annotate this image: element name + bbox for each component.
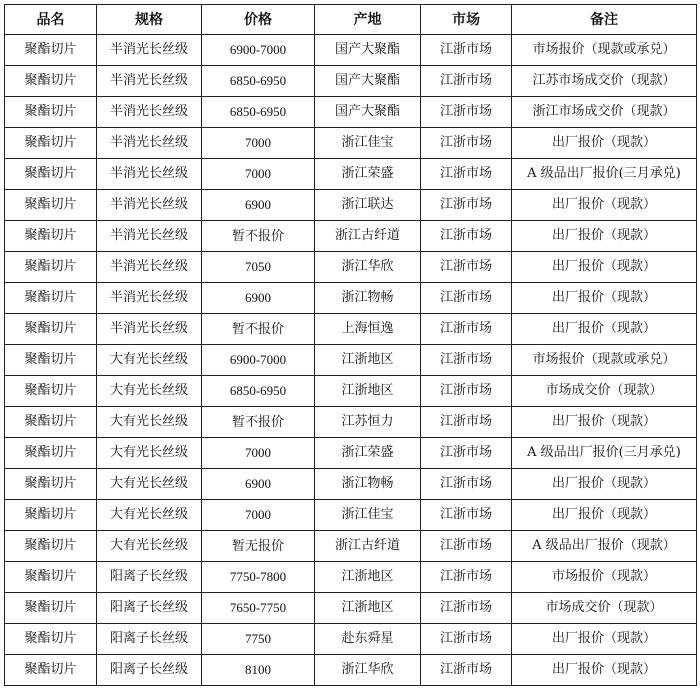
cell-origin: 浙江荣盛 [315, 159, 421, 190]
cell-origin: 江浙地区 [315, 345, 421, 376]
cell-market: 江浙市场 [421, 562, 512, 593]
cell-origin: 浙江古纤道 [315, 531, 421, 562]
cell-spec: 大有光长丝级 [97, 376, 202, 407]
cell-remark: 出厂报价（现款） [512, 500, 697, 531]
cell-origin: 江浙地区 [315, 376, 421, 407]
cell-product: 聚酯切片 [5, 97, 97, 128]
header-price: 价格 [202, 5, 315, 35]
cell-price: 7000 [202, 128, 315, 159]
cell-spec: 半消光长丝级 [97, 159, 202, 190]
cell-product: 聚酯切片 [5, 66, 97, 97]
cell-origin: 江苏恒力 [315, 407, 421, 438]
cell-price: 暂不报价 [202, 407, 315, 438]
cell-market: 江浙市场 [421, 66, 512, 97]
cell-remark: 市场报价（现款或承兑） [512, 35, 697, 66]
table-row [5, 376, 697, 407]
cell-market: 江浙市场 [421, 345, 512, 376]
table-row [5, 562, 697, 593]
cell-remark: 出厂报价（现款） [512, 655, 697, 686]
cell-price: 6850-6950 [202, 97, 315, 128]
cell-price: 7650-7750 [202, 593, 315, 624]
cell-price: 6900 [202, 190, 315, 221]
header-market: 市场 [421, 5, 512, 35]
cell-remark: A 级品出厂报价（现款） [512, 531, 697, 562]
cell-market: 江浙市场 [421, 221, 512, 252]
cell-product: 聚酯切片 [5, 469, 97, 500]
cell-remark: 出厂报价（现款） [512, 407, 697, 438]
cell-product: 聚酯切片 [5, 345, 97, 376]
table-row [5, 345, 697, 376]
cell-spec: 半消光长丝级 [97, 221, 202, 252]
header-spec: 规格 [97, 5, 202, 35]
header-product: 品名 [5, 5, 97, 35]
cell-origin: 江浙地区 [315, 562, 421, 593]
table-row [5, 221, 697, 252]
table-row [5, 66, 697, 97]
cell-market: 江浙市场 [421, 128, 512, 159]
table-row [5, 624, 697, 655]
cell-market: 江浙市场 [421, 531, 512, 562]
table-row [5, 159, 697, 190]
cell-product: 聚酯切片 [5, 128, 97, 159]
cell-market: 江浙市场 [421, 624, 512, 655]
cell-origin: 赴东舜星 [315, 624, 421, 655]
header-origin: 产地 [315, 5, 421, 35]
cell-origin: 浙江佳宝 [315, 500, 421, 531]
cell-remark: 浙江市场成交价（现款） [512, 97, 697, 128]
cell-remark: 出厂报价（现款） [512, 469, 697, 500]
table-row [5, 190, 697, 221]
cell-price: 6900 [202, 283, 315, 314]
table-row [5, 407, 697, 438]
cell-product: 聚酯切片 [5, 531, 97, 562]
cell-spec: 大有光长丝级 [97, 500, 202, 531]
cell-remark: 市场成交价（现款） [512, 593, 697, 624]
cell-price: 6900-7000 [202, 35, 315, 66]
cell-remark: 市场报价（现款或承兑） [512, 345, 697, 376]
cell-spec: 半消光长丝级 [97, 66, 202, 97]
cell-origin: 国产大聚酯 [315, 66, 421, 97]
cell-product: 聚酯切片 [5, 655, 97, 686]
table-row [5, 97, 697, 128]
cell-product: 聚酯切片 [5, 283, 97, 314]
cell-origin: 浙江佳宝 [315, 128, 421, 159]
cell-spec: 半消光长丝级 [97, 252, 202, 283]
cell-market: 江浙市场 [421, 190, 512, 221]
cell-product: 聚酯切片 [5, 438, 97, 469]
cell-remark: 出厂报价（现款） [512, 252, 697, 283]
cell-spec: 半消光长丝级 [97, 314, 202, 345]
table-row [5, 314, 697, 345]
cell-origin: 浙江联达 [315, 190, 421, 221]
cell-product: 聚酯切片 [5, 624, 97, 655]
cell-product: 聚酯切片 [5, 190, 97, 221]
cell-remark: A 级品出厂报价(三月承兑) [512, 438, 697, 469]
cell-spec: 大有光长丝级 [97, 469, 202, 500]
cell-market: 江浙市场 [421, 593, 512, 624]
cell-origin: 浙江物畅 [315, 469, 421, 500]
table-row [5, 531, 697, 562]
cell-spec: 大有光长丝级 [97, 407, 202, 438]
cell-price: 暂无报价 [202, 531, 315, 562]
cell-remark: 市场成交价（现款） [512, 376, 697, 407]
cell-origin: 浙江物畅 [315, 283, 421, 314]
cell-product: 聚酯切片 [5, 407, 97, 438]
cell-remark: 出厂报价（现款） [512, 128, 697, 159]
cell-price: 6900 [202, 469, 315, 500]
cell-remark: 出厂报价（现款） [512, 283, 697, 314]
cell-origin: 浙江荣盛 [315, 438, 421, 469]
cell-product: 聚酯切片 [5, 314, 97, 345]
cell-product: 聚酯切片 [5, 159, 97, 190]
header-remark: 备注 [512, 5, 697, 35]
cell-origin: 浙江华欣 [315, 252, 421, 283]
cell-spec: 大有光长丝级 [97, 531, 202, 562]
cell-market: 江浙市场 [421, 252, 512, 283]
cell-market: 江浙市场 [421, 97, 512, 128]
table-row [5, 283, 697, 314]
cell-price: 6900-7000 [202, 345, 315, 376]
table-row [5, 469, 697, 500]
cell-market: 江浙市场 [421, 500, 512, 531]
cell-price: 6850-6950 [202, 66, 315, 97]
cell-price: 7000 [202, 438, 315, 469]
cell-remark: 出厂报价（现款） [512, 190, 697, 221]
cell-spec: 阳离子长丝级 [97, 655, 202, 686]
cell-spec: 半消光长丝级 [97, 97, 202, 128]
cell-origin: 浙江华欣 [315, 655, 421, 686]
cell-market: 江浙市场 [421, 407, 512, 438]
cell-market: 江浙市场 [421, 283, 512, 314]
cell-market: 江浙市场 [421, 35, 512, 66]
cell-spec: 大有光长丝级 [97, 345, 202, 376]
cell-product: 聚酯切片 [5, 35, 97, 66]
cell-price: 6850-6950 [202, 376, 315, 407]
cell-market: 江浙市场 [421, 159, 512, 190]
cell-market: 江浙市场 [421, 655, 512, 686]
cell-origin: 上海恒逸 [315, 314, 421, 345]
cell-origin: 江浙地区 [315, 593, 421, 624]
cell-spec: 阳离子长丝级 [97, 624, 202, 655]
cell-product: 聚酯切片 [5, 376, 97, 407]
cell-origin: 国产大聚酯 [315, 97, 421, 128]
cell-spec: 阳离子长丝级 [97, 562, 202, 593]
cell-price: 8100 [202, 655, 315, 686]
cell-remark: A 级品出厂报价(三月承兑) [512, 159, 697, 190]
cell-price: 暂不报价 [202, 314, 315, 345]
cell-product: 聚酯切片 [5, 500, 97, 531]
table-body [5, 35, 697, 686]
cell-market: 江浙市场 [421, 438, 512, 469]
cell-price: 7750-7800 [202, 562, 315, 593]
cell-spec: 半消光长丝级 [97, 283, 202, 314]
cell-spec: 阳离子长丝级 [97, 593, 202, 624]
cell-spec: 半消光长丝级 [97, 190, 202, 221]
price-table [4, 4, 697, 686]
cell-market: 江浙市场 [421, 376, 512, 407]
cell-price: 暂不报价 [202, 221, 315, 252]
cell-market: 江浙市场 [421, 314, 512, 345]
cell-price: 7000 [202, 159, 315, 190]
cell-spec: 半消光长丝级 [97, 35, 202, 66]
cell-remark: 市场报价（现款） [512, 562, 697, 593]
cell-product: 聚酯切片 [5, 562, 97, 593]
cell-spec: 大有光长丝级 [97, 438, 202, 469]
cell-remark: 出厂报价（现款） [512, 624, 697, 655]
table-row [5, 593, 697, 624]
cell-remark: 出厂报价（现款） [512, 221, 697, 252]
header-row [5, 5, 697, 35]
cell-product: 聚酯切片 [5, 252, 97, 283]
cell-price: 7750 [202, 624, 315, 655]
cell-origin: 国产大聚酯 [315, 35, 421, 66]
table-row [5, 128, 697, 159]
table-row [5, 655, 697, 686]
table-row [5, 500, 697, 531]
cell-spec: 半消光长丝级 [97, 128, 202, 159]
cell-price: 7050 [202, 252, 315, 283]
cell-product: 聚酯切片 [5, 221, 97, 252]
cell-price: 7000 [202, 500, 315, 531]
table-row [5, 252, 697, 283]
cell-remark: 江苏市场成交价（现款） [512, 66, 697, 97]
cell-product: 聚酯切片 [5, 593, 97, 624]
cell-origin: 浙江古纤道 [315, 221, 421, 252]
table-row [5, 438, 697, 469]
cell-market: 江浙市场 [421, 469, 512, 500]
cell-remark: 出厂报价（现款） [512, 314, 697, 345]
table-row [5, 35, 697, 66]
table-header [5, 5, 697, 35]
